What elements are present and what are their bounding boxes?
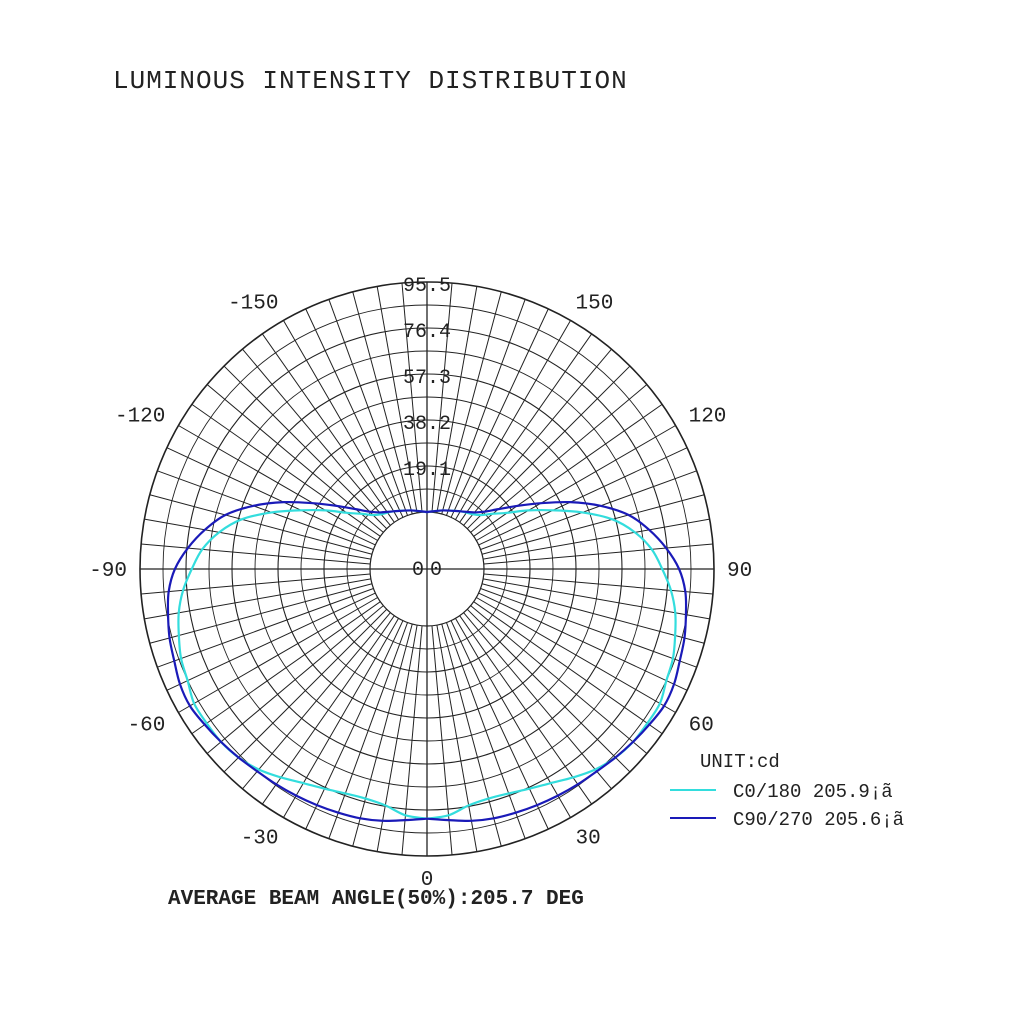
radial-tick-label: 0 <box>411 559 424 582</box>
angle-tick-label: 60 <box>688 714 714 738</box>
legend-label-c90-270: C90/270 205.6¡ã <box>733 809 905 831</box>
angle-tick-label: -60 <box>127 714 166 738</box>
legend-label-c0-180: C0/180 205.9¡ã <box>733 781 893 803</box>
angle-tick-label: -30 <box>240 827 279 851</box>
radial-tick-label: 76.4 <box>402 321 452 344</box>
unit-label: UNIT:cd <box>700 751 780 773</box>
beam-angle-footer: AVERAGE BEAM ANGLE(50%):205.7 DEG <box>168 888 584 911</box>
angle-tick-label: -120 <box>114 405 166 429</box>
angle-tick-label: 0 <box>420 869 434 892</box>
radial-tick-label: 38.2 <box>402 413 452 436</box>
chart-title: LUMINOUS INTENSITY DISTRIBUTION <box>113 66 628 96</box>
radial-tick-label: 19.1 <box>402 459 452 482</box>
radial-tick-label: 95.5 <box>402 275 452 298</box>
radial-tick-label: 57.3 <box>402 367 452 390</box>
angle-tick-label: 30 <box>575 827 601 851</box>
angle-tick-label: 90 <box>727 560 753 583</box>
legend <box>670 751 904 831</box>
radial-tick-label: 0 <box>430 559 443 582</box>
angle-tick-label: -150 <box>228 292 279 316</box>
angle-tick-label: 120 <box>688 405 727 429</box>
angle-tick-label: 150 <box>575 292 614 316</box>
angle-tick-label: -90 <box>89 560 127 583</box>
